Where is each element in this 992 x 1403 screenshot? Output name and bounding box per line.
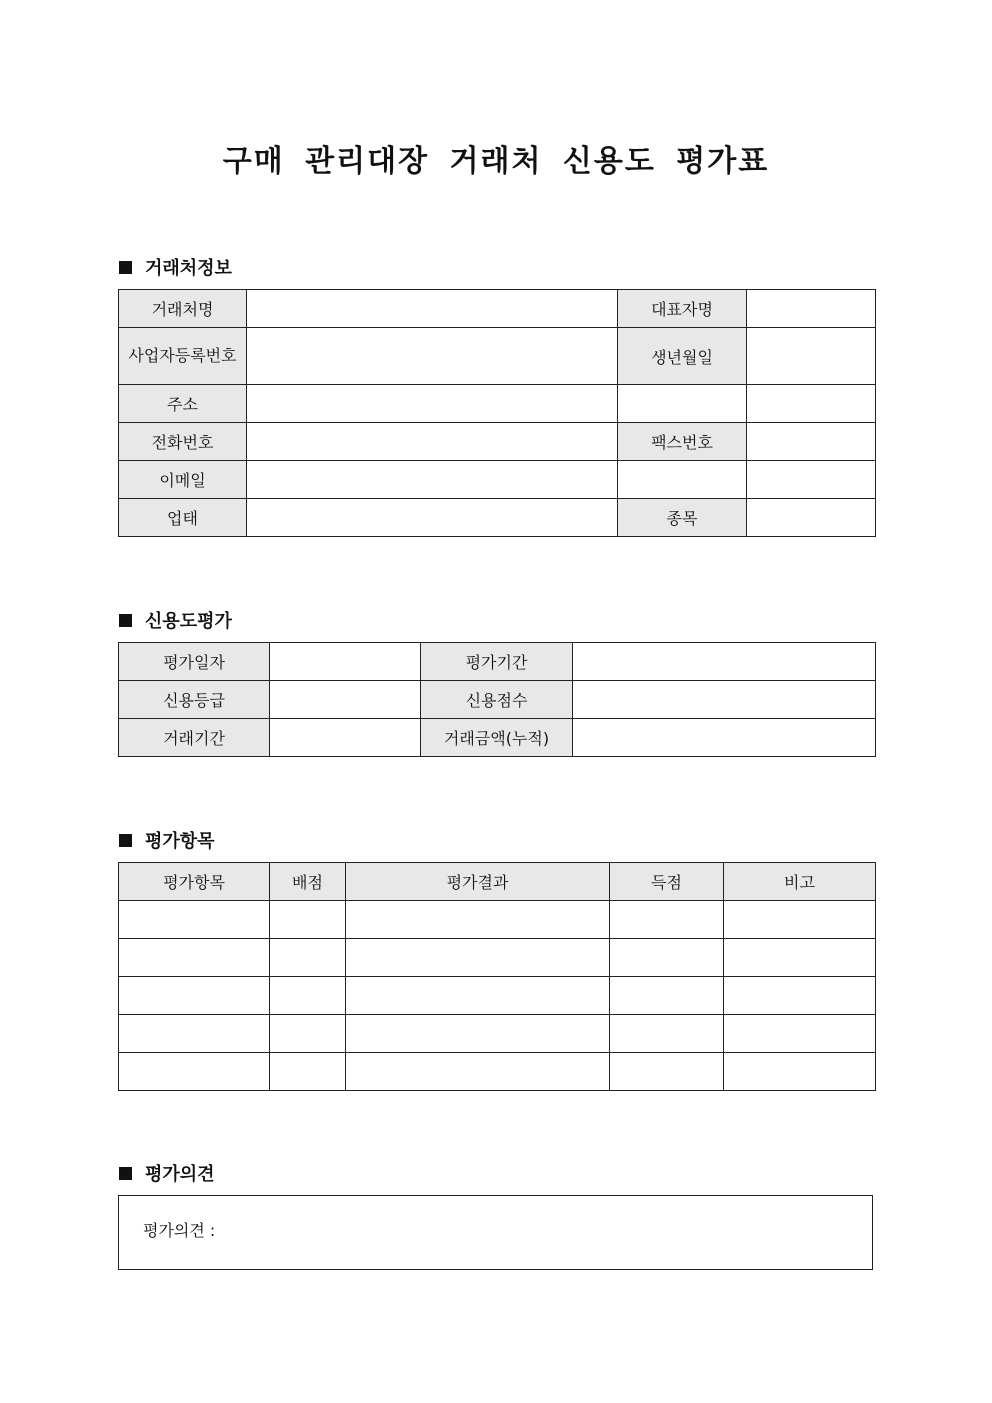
table-cell[interactable] <box>270 1015 346 1053</box>
table-cell[interactable] <box>270 1053 346 1091</box>
section-heading-vendor-info <box>119 254 232 280</box>
table-cell[interactable] <box>724 939 876 977</box>
label-eval-period: 평가기간 <box>421 643 573 681</box>
table-cell[interactable] <box>346 1053 610 1091</box>
table-row <box>119 643 876 681</box>
eval-items-table <box>118 862 876 1091</box>
table-cell[interactable] <box>610 901 724 939</box>
table-cell[interactable] <box>119 1015 270 1053</box>
table-row <box>119 423 876 461</box>
label-business-type: 업태 <box>119 499 247 537</box>
table-cell[interactable] <box>270 977 346 1015</box>
table-row <box>119 385 876 423</box>
table-row <box>119 681 876 719</box>
label-ceo-name: 대표자명 <box>618 290 747 328</box>
table-cell[interactable] <box>724 1053 876 1091</box>
field-credit-grade[interactable] <box>270 681 421 719</box>
label-business-item: 종목 <box>618 499 747 537</box>
table-cell[interactable] <box>610 977 724 1015</box>
square-bullet-icon <box>119 261 132 274</box>
table-cell[interactable] <box>346 1015 610 1053</box>
field-phone[interactable] <box>247 423 618 461</box>
field-blank[interactable] <box>618 461 747 499</box>
field-business-type[interactable] <box>247 499 618 537</box>
section-label: 신용도평가 <box>145 611 232 632</box>
table-row <box>119 719 876 757</box>
column-header-result: 평가결과 <box>346 863 610 901</box>
square-bullet-icon <box>119 614 132 627</box>
table-cell[interactable] <box>346 939 610 977</box>
table-cell[interactable] <box>270 939 346 977</box>
field-address[interactable] <box>247 385 618 423</box>
table-cell[interactable] <box>119 901 270 939</box>
table-row <box>119 461 876 499</box>
table-row <box>119 328 876 385</box>
field-credit-score[interactable] <box>573 681 876 719</box>
table-cell[interactable] <box>270 901 346 939</box>
label-credit-grade: 신용등급 <box>119 681 270 719</box>
section-label: 평가의견 <box>145 1164 215 1185</box>
eval-opinion-box[interactable] <box>118 1195 873 1270</box>
label-trade-amount: 거래금액(누적) <box>421 719 573 757</box>
credit-eval-table <box>118 642 876 757</box>
label-business-reg-no: 사업자등록번호 <box>119 328 247 385</box>
table-cell[interactable] <box>724 977 876 1015</box>
eval-opinion-label: 평가의견 : <box>143 1221 216 1240</box>
table-header-row <box>119 863 876 901</box>
column-header-score: 득점 <box>610 863 724 901</box>
field-eval-period[interactable] <box>573 643 876 681</box>
field-business-item[interactable] <box>747 499 876 537</box>
label-trade-period: 거래기간 <box>119 719 270 757</box>
section-heading-eval-opinion <box>119 1160 215 1186</box>
field-birth-date[interactable] <box>747 328 876 385</box>
label-birth-date: 생년월일 <box>618 328 747 385</box>
table-cell[interactable] <box>346 977 610 1015</box>
column-header-remarks: 비고 <box>724 863 876 901</box>
table-row <box>119 901 876 939</box>
table-row <box>119 939 876 977</box>
label-vendor-name: 거래처명 <box>119 290 247 328</box>
table-cell[interactable] <box>724 901 876 939</box>
field-trade-period[interactable] <box>270 719 421 757</box>
label-email: 이메일 <box>119 461 247 499</box>
label-phone: 전화번호 <box>119 423 247 461</box>
label-fax: 팩스번호 <box>618 423 747 461</box>
field-blank[interactable] <box>747 461 876 499</box>
field-fax[interactable] <box>747 423 876 461</box>
field-vendor-name[interactable] <box>247 290 618 328</box>
table-cell[interactable] <box>610 1015 724 1053</box>
field-email[interactable] <box>247 461 618 499</box>
table-cell[interactable] <box>119 1053 270 1091</box>
label-credit-score: 신용점수 <box>421 681 573 719</box>
square-bullet-icon <box>119 834 132 847</box>
square-bullet-icon <box>119 1167 132 1180</box>
section-heading-eval-items <box>119 827 215 853</box>
field-eval-date[interactable] <box>270 643 421 681</box>
field-blank[interactable] <box>618 385 747 423</box>
page-title: 구매 관리대장 거래처 신용도 평가표 <box>222 144 770 179</box>
table-cell[interactable] <box>119 977 270 1015</box>
section-heading-credit-eval <box>119 607 232 633</box>
table-row <box>119 499 876 537</box>
table-cell[interactable] <box>119 939 270 977</box>
table-cell[interactable] <box>610 1053 724 1091</box>
field-trade-amount[interactable] <box>573 719 876 757</box>
label-eval-date: 평가일자 <box>119 643 270 681</box>
table-cell[interactable] <box>346 901 610 939</box>
column-header-points: 배점 <box>270 863 346 901</box>
column-header-item: 평가항목 <box>119 863 270 901</box>
table-row <box>119 977 876 1015</box>
table-cell[interactable] <box>610 939 724 977</box>
table-row <box>119 1015 876 1053</box>
label-address: 주소 <box>119 385 247 423</box>
table-row <box>119 290 876 328</box>
field-business-reg-no[interactable] <box>247 328 618 385</box>
field-ceo-name[interactable] <box>747 290 876 328</box>
table-row <box>119 1053 876 1091</box>
table-cell[interactable] <box>724 1015 876 1053</box>
section-label: 평가항목 <box>145 831 215 852</box>
field-blank[interactable] <box>747 385 876 423</box>
vendor-info-table <box>118 289 876 537</box>
section-label: 거래처정보 <box>145 258 232 279</box>
